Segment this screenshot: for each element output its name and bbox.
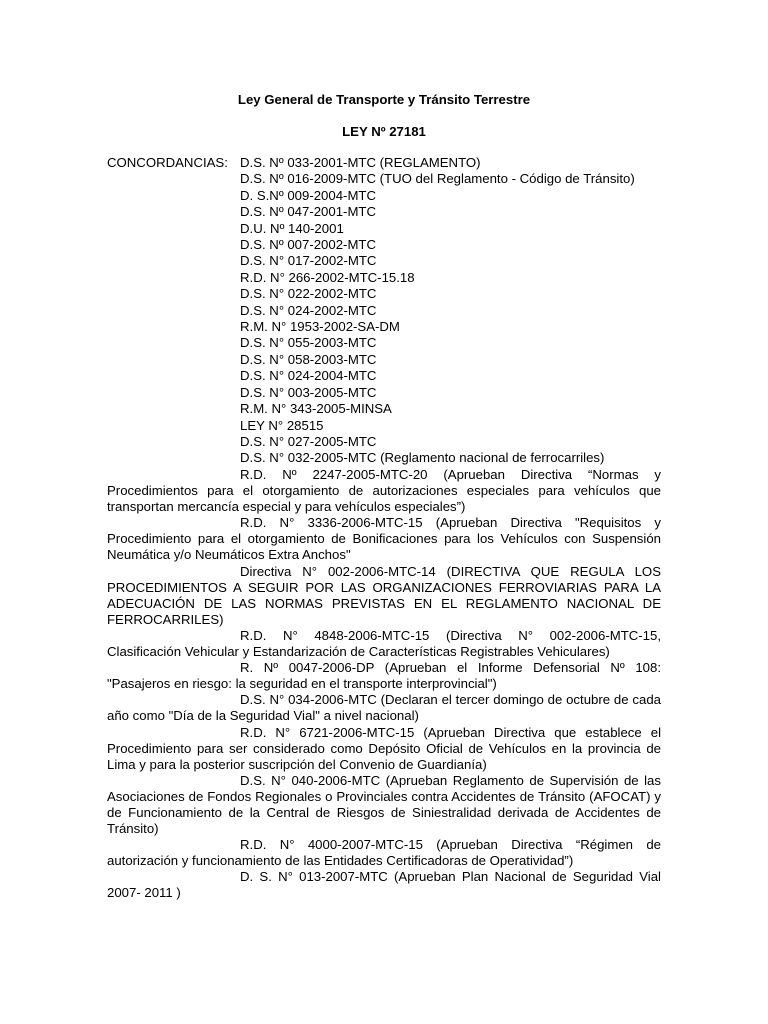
- document-title: Ley General de Transporte y Tránsito Terrestre: [237, 92, 531, 107]
- list-item: D.S. N° 055-2003-MTC: [240, 335, 377, 351]
- list-item: D.S. N° 022-2002-MTC: [240, 286, 377, 302]
- list-item: R.D. N° 266-2002-MTC-15.18: [240, 269, 415, 285]
- paragraph: D.S. N° 034-2006-MTC (Declaran el tercer domingo de octubre de cada año como "Día de la Seguridad Vial" a nivel nacional): [107, 692, 661, 724]
- paragraph: Directiva N° 002-2006-MTC-14 (DIRECTIVA QUE REGULA LOS PROCEDIMIENTOS A SEGUIR POR LAS ORGANIZACIONES FERROVIARIAS PARA LA ADECUACIÓN DE LAS NORMAS PREVISTAS EN EL REGLAMENTO NACIONAL DE FERROCARRILES): [107, 563, 661, 627]
- paragraph: D.S. N° 040-2006-MTC (Aprueban Reglamento de Supervisión de las Asociaciones de Fondos Regionales o Provinciales contra Accidentes de Tránsito (AFOCAT) y de Funcionamiento de la Central de Riesgos de Siniestralidad derivada de Accidentes de Tránsito): [107, 772, 661, 837]
- list-item: D. S.Nº 009-2004-MTC: [240, 187, 377, 203]
- list-item: D.S. N° 024-2004-MTC: [240, 368, 377, 384]
- list-item: D.S. N° 032-2005-MTC (Reglamento nacional de ferrocarriles): [240, 450, 605, 466]
- paragraph: R.D. Nº 2247-2005-MTC-20 (Aprueban Directiva “Normas y Procedimientos para el otorgamiento de autorizaciones especiales para vehículos que transportan mercancía especial y para vehículos especiales”): [107, 467, 661, 515]
- paragraph: R. Nº 0047-2006-DP (Aprueban el Informe Defensorial Nº 108: "Pasajeros en riesgo: la seguridad en el transporte interprovincial"): [107, 660, 661, 692]
- list-item: R.M. N° 1953-2002-SA-DM: [240, 319, 400, 335]
- paragraph: R.D. N° 4848-2006-MTC-15 (Directiva N° 002-2006-MTC-15, Clasificación Vehicular y Estandarización de Características Registrables Vehiculares): [107, 627, 661, 660]
- list-item: D.U. Nº 140-2001: [240, 220, 344, 236]
- paragraph: R.D. N° 4000-2007-MTC-15 (Aprueban Directiva “Régimen de autorización y funcionamiento de las Entidades Certificadoras de Operatividad”): [107, 837, 661, 869]
- list-item: D.S. Nº 033-2001-MTC (REGLAMENTO): [240, 155, 481, 170]
- list-item: D.S. N° 024-2002-MTC: [240, 302, 377, 318]
- list-item: LEY N° 28515: [240, 417, 324, 433]
- list-item: D.S. Nº 047-2001-MTC: [240, 204, 377, 220]
- paragraph: R.D. N° 3336-2006-MTC-15 (Aprueban Directiva "Requisitos y Procedimiento para el otorgamiento de Bonificaciones para los Vehículos con Suspensión Neumática y/o Neumáticos Extra Anchos": [107, 515, 661, 563]
- list-item: D.S. N° 027-2005-MTC: [240, 433, 377, 449]
- list-item: D.S. Nº 007-2002-MTC: [240, 237, 377, 253]
- list-item: D.S. N° 058-2003-MTC: [240, 351, 377, 367]
- list-item: D.S. N° 003-2005-MTC: [240, 384, 377, 400]
- paragraph: D. S. N° 013-2007-MTC (Aprueban Plan Nacional de Seguridad Vial 2007- 2011 ): [107, 869, 661, 901]
- list-item: R.M. N° 343-2005-MINSA: [240, 401, 392, 417]
- concordancias-label: CONCORDANCIAS:: [107, 155, 228, 170]
- paragraph: R.D. N° 6721-2006-MTC-15 (Aprueban Directiva que establece el Procedimiento para ser considerado como Depósito Oficial de Vehículos en la provincia de Lima y para la posterior suscripción del Convenio de Guardianía): [107, 724, 661, 772]
- list-item: D.S. Nº 016-2009-MTC (TUO del Reglamento - Código de Tránsito): [240, 171, 635, 187]
- law-number: LEY Nº 27181: [342, 124, 426, 139]
- list-item: D.S. N° 017-2002-MTC: [240, 253, 377, 269]
- concordancias-paragraphs: [107, 467, 661, 902]
- concordancias-list: [240, 155, 635, 467]
